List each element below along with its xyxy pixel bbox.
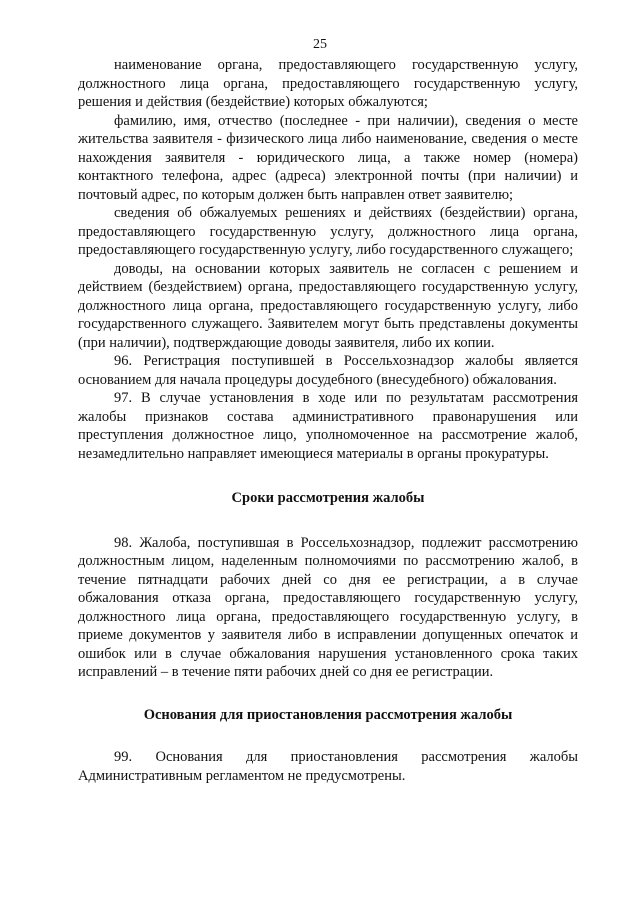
- paragraph-97: 97. В случае установления в ходе или по результатам рассмотрения жалобы признаков состава административного правонарушения или преступления должностное лицо, уполномоченное на рассмотрение жалоб, незамедлительно направляет имеющиеся материалы в органы прокуратуры.: [78, 390, 578, 462]
- paragraph-authority-name: наименование органа, предоставляющего государственную услугу, должностного лица органа, предоставляющего государственную услугу, решения и действия (бездействие) которых обжалуются;: [78, 57, 578, 110]
- document-body: [78, 56, 578, 785]
- paragraph-appealed-decisions: сведения об обжалуемых решениях и действиях (бездействии) органа, предоставляющего государственную услугу, должностного лица органа, предоставляющего государственную услугу, либо государственного служащего;: [78, 205, 578, 258]
- paragraph-99: 99. Основания для приостановления рассмотрения жалобы Административным регламентом не предусмотрены.: [78, 749, 578, 784]
- section-heading-suspension-grounds: Основания для приостановления рассмотрения жалобы: [143, 706, 513, 723]
- page-number: 25: [313, 37, 327, 52]
- paragraph-98: 98. Жалоба, поступившая в Россельхознадзор, подлежит рассмотрению должностным лицом, наделенным полномочиями по рассмотрению жалоб, в течение пятнадцати рабочих дней со дня ее регистрации, а в случае обжалования отказа органа, предоставляющего государственную услугу, должностного лица органа, предоставляющего государственную услугу, в приеме документов у заявителя либо в исправлении допущенных опечаток и ошибок или в случае обжалования нарушения установленного срока таких исправлений – в течение пяти рабочих дней со дня ее регистрации.: [78, 534, 578, 680]
- paragraph-96: 96. Регистрация поступившей в Россельхознадзор жалобы является основанием для начала процедуры досудебного (внесудебного) обжалования.: [78, 353, 578, 388]
- paragraph-applicant-details: фамилию, имя, отчество (последнее - при наличии), сведения о месте жительства заявителя - физического лица либо наименование, сведения о месте нахождения заявителя - юридического лица, а также номер (номера) контактного телефона, адрес (адреса) электронной почты (при наличии) и почтовый адрес, по которым должен быть направлен ответ заявителю;: [78, 112, 578, 203]
- section-heading-review-terms: Сроки рассмотрения жалобы: [231, 490, 425, 506]
- paragraph-arguments: доводы, на основании которых заявитель не согласен с решением и действием (бездействием) органа, предоставляющего государственную услугу, должностного лица органа, предоставляющего государственную услугу, либо государственного служащего. Заявителем могут быть представлены документы (при наличии), подтверждающие доводы заявителя, либо их копии.: [78, 260, 578, 351]
